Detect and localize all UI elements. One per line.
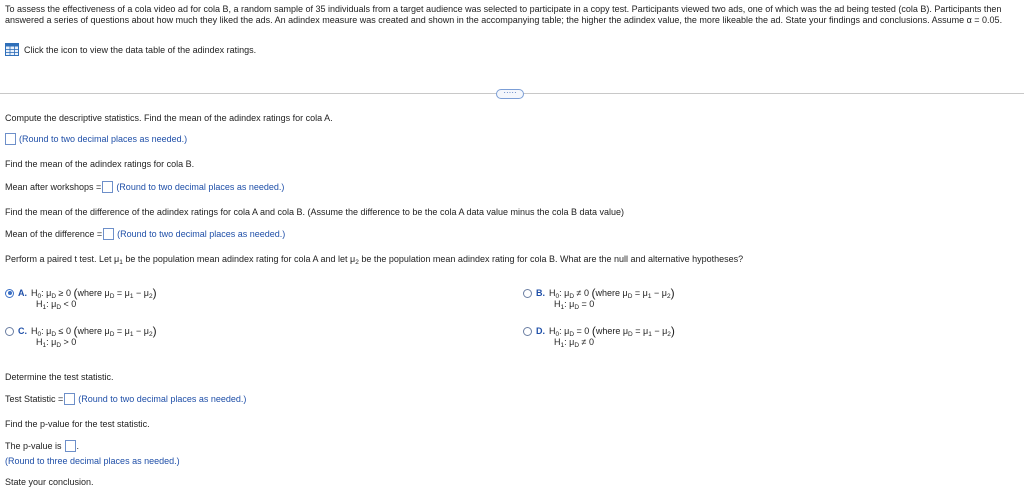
data-table-link[interactable] <box>5 43 256 56</box>
more-options-button[interactable]: ····· <box>496 89 524 99</box>
q2-label: Mean after workshops = <box>5 182 102 192</box>
q3-answer-row <box>5 228 285 240</box>
q3-label: Mean of the difference = <box>5 229 103 239</box>
option-letter: D. <box>536 326 545 336</box>
option-line-h0 <box>5 286 157 300</box>
option-letter: A. <box>18 288 27 298</box>
option-line-h0 <box>523 324 675 338</box>
radio-button[interactable] <box>5 289 14 298</box>
q3-hint: (Round to two decimal places as needed.) <box>117 229 286 239</box>
radio-button[interactable] <box>5 327 14 336</box>
q5-answer-input[interactable] <box>64 393 75 405</box>
alternative-hypothesis: $H_1$: $\mu_D > 0$ <box>36 337 77 349</box>
q3-answer-input[interactable] <box>103 228 114 240</box>
q2-answer-row <box>5 181 284 193</box>
radio-button[interactable] <box>523 289 532 298</box>
q6-prompt: Find the p-value for the test statistic. <box>5 419 150 429</box>
q5-answer-row <box>5 393 246 405</box>
table-icon[interactable] <box>5 43 19 56</box>
q6-answer-row <box>5 440 79 452</box>
alternative-hypothesis: $H_1$: $\mu_D \ne 0$ <box>554 337 594 349</box>
q6-label: The p-value is <box>5 441 62 451</box>
q2-hint: (Round to two decimal places as needed.) <box>116 182 285 192</box>
null-hypothesis: $H_0$: $\mu_D \ge 0$ (where $\mu_D = \mu_1 - \mu_2$) <box>31 286 157 300</box>
q6-period: . <box>76 441 80 451</box>
null-hypothesis: $H_0$: $\mu_D \ne 0$ (where $\mu_D = \mu_1 - \mu_2$) <box>549 286 675 300</box>
option-line-h0 <box>523 286 675 300</box>
data-table-link-label[interactable]: Click the icon to view the data table of the adindex ratings. <box>24 44 257 55</box>
q2-prompt: Find the mean of the adindex ratings for cola B. <box>5 159 195 169</box>
alternative-hypothesis: $H_1$: $\mu_D = 0$ <box>554 299 595 311</box>
option-d[interactable] <box>523 324 675 349</box>
q3-prompt: Find the mean of the difference of the adindex ratings for cola A and cola B. (Assume the difference to be the cola A data value minus the cola B data value) <box>5 207 625 217</box>
alternative-hypothesis: $H_1$: $\mu_D < 0$ <box>36 299 77 311</box>
q5-hint: (Round to two decimal places as needed.) <box>78 394 247 404</box>
problem-statement: To assess the effectiveness of a cola video ad for cola B, a random sample of 35 individuals from a target audience was selected to participate in a copy test. Participants viewed two ads, one of which was the ad being tested (cola B). Participants then answered a series of questions about how much they liked the ads. An adindex measure was created and shown in the accompanying table; the higher the adindex value, the more likeable the ad. State your findings and conclusions. Assume α = 0.05. <box>5 4 1003 25</box>
option-a[interactable] <box>5 286 157 311</box>
q5-prompt: Determine the test statistic. <box>5 372 114 382</box>
option-b[interactable] <box>523 286 675 311</box>
q6-answer-input[interactable] <box>65 440 76 452</box>
q1-answer-input[interactable] <box>5 133 16 145</box>
option-c[interactable] <box>5 324 157 349</box>
option-line-h0 <box>5 324 157 338</box>
q4-prompt: Perform a paired t test. Let $\mu_1$ be the population mean adindex rating for cola A and let $\mu_2$ be the population mean adindex rating for cola B. What are the null and alternative hypotheses? <box>5 254 744 266</box>
null-hypothesis: $H_0$: $\mu_D \le 0$ (where $\mu_D = \mu_1 - \mu_2$) <box>31 324 157 338</box>
q1-prompt: Compute the descriptive statistics. Find the mean of the adindex ratings for cola A. <box>5 113 333 123</box>
q6-hint: (Round to three decimal places as needed.) <box>5 456 180 466</box>
q1-hint: (Round to two decimal places as needed.) <box>19 134 188 144</box>
null-hypothesis: $H_0$: $\mu_D = 0$ (where $\mu_D = \mu_1 - \mu_2$) <box>549 324 675 338</box>
option-letter: B. <box>536 288 545 298</box>
q7-prompt: State your conclusion. <box>5 477 94 487</box>
radio-button[interactable] <box>523 327 532 336</box>
q5-label: Test Statistic = <box>5 394 64 404</box>
q2-answer-input[interactable] <box>102 181 113 193</box>
option-letter: C. <box>18 326 27 336</box>
q1-answer-row <box>5 133 187 145</box>
